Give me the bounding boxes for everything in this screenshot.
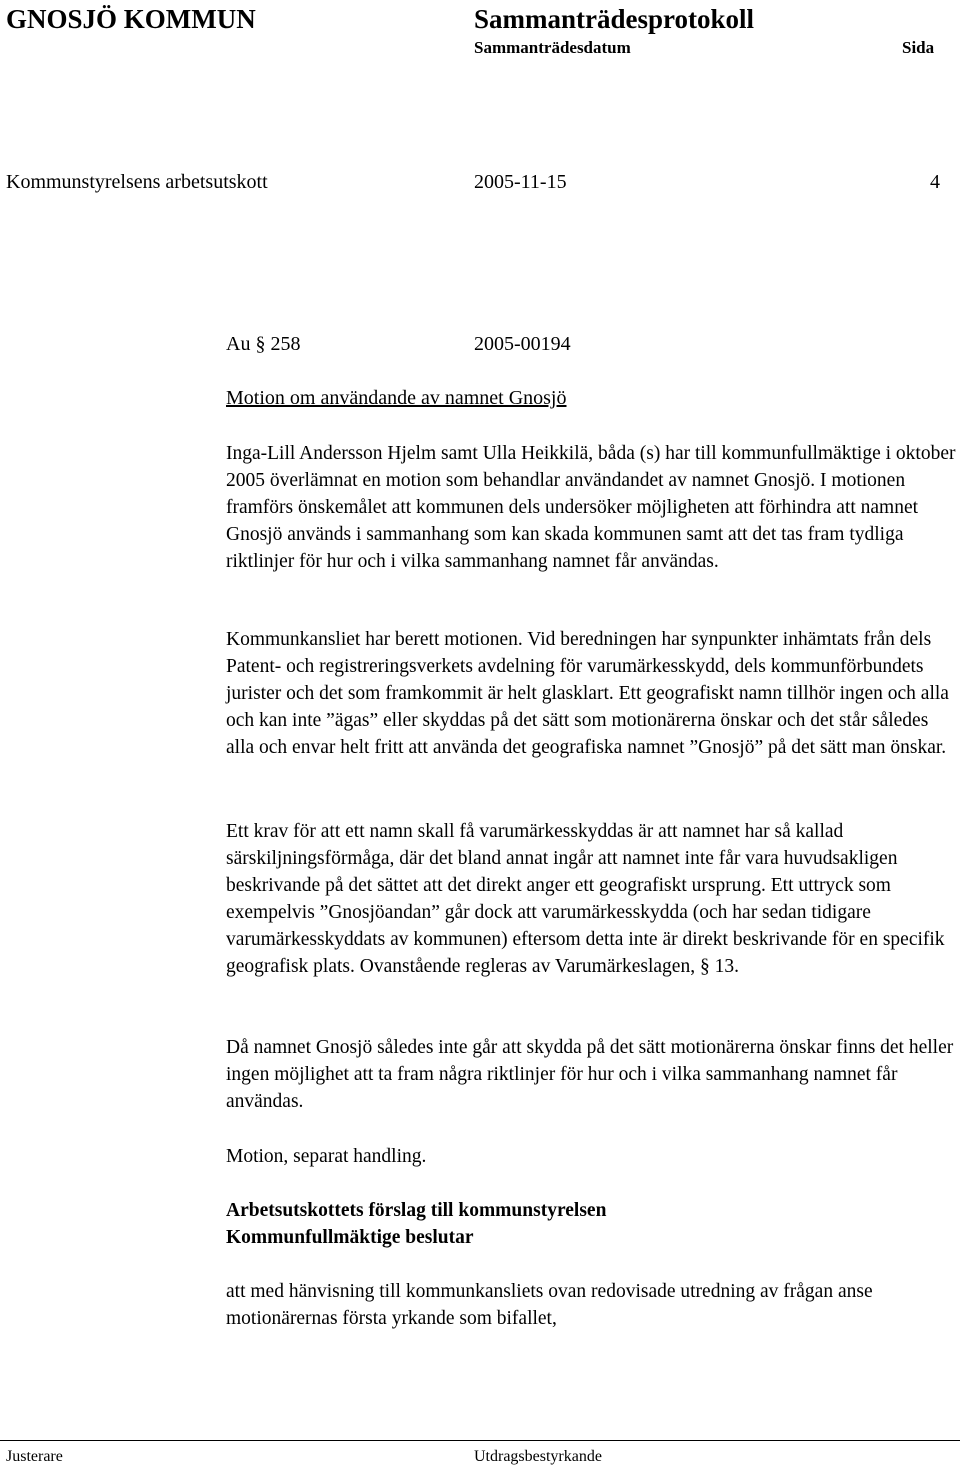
meeting-date: 2005-11-15 xyxy=(474,171,567,193)
document-type: Sammanträdesprotokoll xyxy=(474,4,755,34)
footer-justerare: Justerare xyxy=(6,1448,63,1465)
paragraph-2 xyxy=(226,626,956,761)
paragraph-text: Ett krav för att ett namn skall få varumärkesskyddas är att namnet har så kallad särskiljningsförmåga, där det bland annat ingår att namnet inte får vara huvudsakligen beskrivande på det sättet att det direkt anger ett geografiskt ursprung. Ett uttryck som exempelvis ”Gnosjöandan” går dock att varumärkesskydda (och har sedan tidigare varumärkesskyddats av kommunen) eftersom detta inte är direkt beskrivande för en specifik geografisk plats. Ovanstående regleras av Varumärkeslagen, § 13. xyxy=(226,821,945,977)
page-number: 4 xyxy=(930,171,940,193)
footer-utdragsbestyrkande: Utdragsbestyrkande xyxy=(474,1448,602,1465)
proposal-heading-2: Kommunfullmäktige beslutar xyxy=(226,1227,474,1248)
signature-line xyxy=(0,1440,960,1441)
proposal-heading-1: Arbetsutskottets förslag till kommunstyrelsen xyxy=(226,1200,607,1221)
proposal-paragraph: att med hänvisning till kommunkansliets ovan redovisade utredning av frågan anse motionärernas första yrkande som bifallet, xyxy=(226,1281,873,1329)
item-title: Motion om användande av namnet Gnosjö xyxy=(226,387,567,409)
proposal-text xyxy=(226,1278,956,1332)
paragraph-1 xyxy=(226,440,956,575)
case-number: 2005-00194 xyxy=(474,333,571,355)
paragraph-3 xyxy=(226,818,956,980)
paragraph-5 xyxy=(226,1143,956,1170)
paragraph-text: Motion, separat handling. xyxy=(226,1146,427,1167)
date-label: Sammanträdesdatum xyxy=(474,38,631,57)
paragraph-text: Kommunkansliet har berett motionen. Vid beredningen har synpunkter inhämtats från dels Patent- och registreringsverkets avdelning för varumärkesskydd, dels kommunförbundets jurister och det som framkommit är helt glasklart. Ett geografiskt namn tillhör ingen och alla och kan inte ”ägas” eller skyddas på det sätt som motionärerna önskar och det står således alla och envar helt fritt att använda det geografiska namnet ”Gnosjö” på det sätt man önskar. xyxy=(226,629,949,758)
paragraph-text: Då namnet Gnosjö således inte går att skydda på det sätt motionärerna önskar finns det heller ingen möjlighet att ta fram några riktlinjer för hur och i vilka sammanhang namnet får användas. xyxy=(226,1037,954,1112)
page-label: Sida xyxy=(902,38,935,57)
committee-name: Kommunstyrelsens arbetsutskott xyxy=(6,171,268,193)
item-number: Au § 258 xyxy=(226,333,301,355)
paragraph-4 xyxy=(226,1034,956,1115)
municipality-name: GNOSJÖ KOMMUN xyxy=(6,4,256,34)
paragraph-text: Inga-Lill Andersson Hjelm samt Ulla Heikkilä, båda (s) har till kommunfullmäktige i oktober 2005 överlämnat en motion som behandlar användandet av namnet Gnosjö. I motionen framförs önskemålet att kommunen dels undersöker möjligheten att förhindra att namnet Gnosjö används i sammanhang som kan skada kommunen samt att det tas fram tydliga riktlinjer för hur och i vilka sammanhang namnet får användas. xyxy=(226,443,956,572)
